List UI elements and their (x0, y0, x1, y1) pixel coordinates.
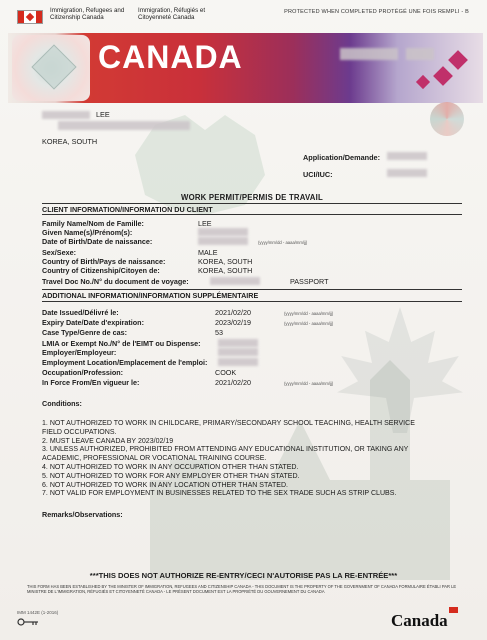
key-icon (17, 618, 39, 626)
redacted-block (42, 111, 90, 119)
document-title: WORK PERMIT/PERMIS DE TRAVAIL (181, 193, 323, 202)
field-value: COOK (215, 368, 237, 377)
field-label: Occupation/Profession: (42, 368, 124, 377)
date-format-hint: (yyyy/mm/dd - aaaa/mm/jj) (284, 321, 334, 326)
hologram-seal-icon (12, 35, 90, 101)
field-label: Date Issued/Délivré le: (42, 308, 119, 317)
holder-name (42, 110, 110, 119)
divider (42, 203, 462, 204)
holder-surname: LEE (96, 110, 110, 119)
remarks-label: Remarks/Observations: (42, 510, 123, 519)
banner-title: CANADA (98, 39, 243, 75)
canada-banner (8, 33, 483, 103)
additional-section-header: ADDITIONAL INFORMATION/INFORMATION SUPPLÉMENTAIRE (42, 291, 259, 300)
ownership-notice: THIS FORM HAS BEEN ESTABLISHED BY THE MINISTER OF IMMIGRATION, REFUGEES AND CITIZENSHIP CANADA - THIS DOCUMENT IS THE PROPERTY OF THE GOVERNMENT OF CANADA FORMULAIRE ÉTABLI PAR LE MINISTRE DE L'IMMIGRATION, RÉFUGIÉS ET CITOYENNETÉ CANADA - LE PRÉSENT DOCUMENT EST LA PROPRIÉTÉ DU GOUVERNEMENT DU CANADA (27, 584, 457, 595)
field-value: KOREA, SOUTH (198, 257, 253, 266)
hologram-seal-icon (430, 102, 464, 136)
field-value: LEE (198, 219, 212, 228)
canada-flag-icon (17, 10, 43, 24)
maple-leaf-icon (448, 50, 468, 70)
redacted-block (198, 237, 248, 245)
document-header (0, 0, 487, 30)
field-value: 2023/02/19 (215, 318, 251, 327)
redacted-block (387, 169, 427, 177)
travel-doc-type: PASSPORT (290, 277, 329, 286)
field-label: Given Name(s)/Prénom(s): (42, 228, 133, 237)
redacted-block (198, 228, 248, 236)
conditions-header: Conditions: (42, 399, 82, 408)
field-value: 2021/02/20 (215, 378, 251, 387)
redacted-block (58, 121, 190, 130)
redacted-block (387, 152, 427, 160)
field-label: LMIA or Exempt No./N° de l'EIMT ou Dispense: (42, 339, 201, 348)
field-label: Country of Birth/Pays de naissance: (42, 257, 166, 266)
divider (42, 289, 462, 290)
field-value: KOREA, SOUTH (198, 266, 253, 275)
redacted-block (210, 277, 260, 285)
redacted-block (340, 48, 398, 60)
application-label: Application/Demande: (303, 153, 381, 162)
condition-item: 1. NOT AUTHORIZED TO WORK IN CHILDCARE, PRIMARY/SECONDARY SCHOOL TEACHING, HEALTH SERVICE FIELD OCCUPATIONS. (42, 420, 415, 436)
condition-item: 4. NOT AUTHORIZED TO WORK IN ANY OCCUPATION OTHER THAN STATED. (42, 463, 299, 471)
protected-label: PROTECTED WHEN COMPLETED PROTÉGÉ UNE FOIS REMPLI - B (284, 9, 469, 15)
canada-wordmark: Canada (391, 611, 448, 630)
maple-leaf-icon (416, 75, 430, 89)
field-label: Country of Citizenship/Citoyen de: (42, 266, 160, 275)
redacted-block (218, 358, 258, 366)
redacted-block (406, 48, 434, 60)
field-label: Family Name/Nom de Famille: (42, 219, 144, 228)
redacted-block (218, 339, 258, 347)
field-label: Case Type/Genre de cas: (42, 328, 127, 337)
form-id: IMM 1442E (1-2016) (17, 610, 59, 615)
date-format-hint: (yyyy/mm/dd - aaaa/mm/jj) (284, 311, 334, 316)
client-section-header: CLIENT INFORMATION/INFORMATION DU CLIENT (42, 205, 213, 214)
condition-item: 2. MUST LEAVE CANADA BY 2023/02/19 (42, 437, 174, 445)
condition-item: 6. NOT AUTHORIZED TO WORK IN ANY LOCATION OTHER THAN STATED. (42, 481, 289, 489)
condition-item: 7. NOT VALID FOR EMPLOYMENT IN BUSINESSES RELATED TO THE SEX TRADE SUCH AS STRIP CLUBS. (42, 490, 397, 498)
field-value: 2021/02/20 (215, 308, 251, 317)
field-value: MALE (198, 248, 218, 257)
condition-item: 5. NOT AUTHORIZED TO WORK FOR ANY EMPLOYER OTHER THAN STATED. (42, 472, 300, 480)
department-name-en: Immigration, Refugees and Citizenship Canada (50, 7, 125, 21)
field-label: Employer/Employeur: (42, 348, 117, 357)
canada-flag-icon (449, 607, 458, 613)
holder-country: KOREA, SOUTH (42, 137, 98, 146)
field-label: Travel Doc No./N° du document de voyage: (42, 277, 189, 286)
date-format-hint: (yyyy/mm/dd - aaaa/mm/jj) (284, 381, 334, 386)
field-label: Employment Location/Emplacement de l'emploi: (42, 358, 208, 367)
field-label: Date of Birth/Date de naissance: (42, 237, 153, 246)
field-label: Sex/Sexe: (42, 248, 76, 257)
uci-label: UCI/IUC: (303, 170, 333, 179)
divider (42, 214, 462, 215)
date-format-hint: (yyyy/mm/dd - aaaa/mm/jj) (258, 240, 308, 245)
redacted-block (218, 348, 258, 356)
field-value: 53 (215, 328, 223, 337)
reentry-notice: ***THIS DOES NOT AUTHORIZE RE-ENTRY/CECI N'AUTORISE PAS LA RE-ENTRÉE*** (89, 571, 398, 580)
conditions-list (42, 420, 422, 499)
divider (42, 301, 462, 302)
condition-item: 3. UNLESS AUTHORIZED, PROHIBITED FROM ATTENDING ANY EDUCATIONAL INSTITUTION, OR TAKING ANY ACADEMIC, PROFESSIONAL OR VOCATIONAL TRAINING COURSE. (42, 446, 409, 463)
field-label: In Force From/En vigueur le: (42, 378, 140, 387)
maple-leaf-icon (433, 66, 453, 86)
department-name-fr: Immigration, Réfugiés et Citoyenneté Canada (138, 7, 206, 21)
field-label: Expiry Date/Date d'expiration: (42, 318, 144, 327)
